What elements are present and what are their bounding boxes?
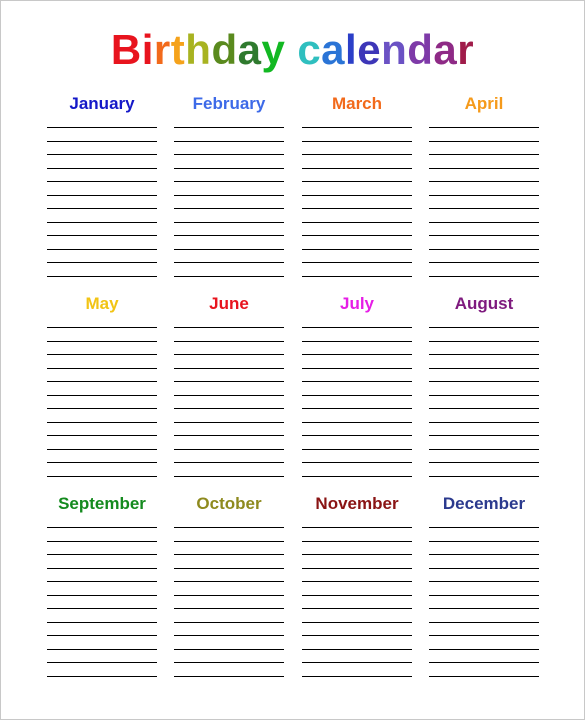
entry-line: [174, 141, 284, 142]
entry-line: [47, 127, 157, 128]
month-block-february: [174, 94, 284, 284]
entry-line: [429, 168, 539, 169]
entry-line: [47, 476, 157, 477]
month-block-january: [47, 94, 157, 284]
entry-line: [429, 327, 539, 328]
entry-line: [174, 622, 284, 623]
entry-line: [47, 608, 157, 609]
entry-line: [429, 676, 539, 677]
entry-line: [429, 141, 539, 142]
entry-line: [302, 208, 412, 209]
entry-line: [302, 395, 412, 396]
entry-line: [174, 408, 284, 409]
entry-line: [47, 527, 157, 528]
month-block-june: [174, 294, 284, 484]
entry-line: [174, 208, 284, 209]
month-label: September: [58, 494, 146, 513]
entry-line: [302, 554, 412, 555]
entry-line: [302, 127, 412, 128]
entry-line: [47, 276, 157, 277]
entry-line: [47, 341, 157, 342]
entry-line: [174, 595, 284, 596]
entry-line: [302, 622, 412, 623]
title-letter: c: [297, 26, 322, 73]
entry-line: [429, 262, 539, 263]
entry-line: [429, 422, 539, 423]
month-label: October: [196, 494, 262, 513]
entry-line: [174, 449, 284, 450]
month-grid: [1, 1, 584, 719]
entry-line: [47, 395, 157, 396]
entry-line: [302, 527, 412, 528]
entry-line: [174, 381, 284, 382]
entry-line: [302, 154, 412, 155]
entry-line: [302, 541, 412, 542]
entry-line: [302, 181, 412, 182]
entry-line: [174, 168, 284, 169]
entry-line: [429, 354, 539, 355]
entry-line: [47, 354, 157, 355]
title-letter: i: [141, 26, 154, 73]
entry-line: [302, 422, 412, 423]
entry-line: [174, 154, 284, 155]
entry-line: [47, 381, 157, 382]
entry-line: [47, 435, 157, 436]
entry-line: [429, 476, 539, 477]
entry-line: [302, 141, 412, 142]
entry-line: [429, 154, 539, 155]
month-block-july: [302, 294, 412, 484]
entry-line: [174, 649, 284, 650]
entry-line: [429, 235, 539, 236]
entry-line: [302, 327, 412, 328]
entry-line: [302, 635, 412, 636]
title-letter: B: [110, 26, 142, 73]
entry-line: [302, 595, 412, 596]
entry-line: [302, 581, 412, 582]
month-block-november: [302, 494, 412, 684]
month-block-august: [429, 294, 539, 484]
month-block-april: [429, 94, 539, 284]
month-block-december: [429, 494, 539, 684]
entry-line: [302, 408, 412, 409]
entry-line: [47, 449, 157, 450]
entry-line: [174, 662, 284, 663]
entry-line: [47, 208, 157, 209]
entry-line: [47, 422, 157, 423]
entry-line: [429, 554, 539, 555]
month-label: June: [209, 294, 249, 313]
entry-line: [47, 649, 157, 650]
entry-line: [174, 635, 284, 636]
entry-line: [174, 462, 284, 463]
entry-line: [429, 395, 539, 396]
entry-line: [429, 222, 539, 223]
month-block-march: [302, 94, 412, 284]
month-label: March: [331, 94, 383, 113]
title-letter: r: [153, 26, 171, 73]
entry-line: [429, 608, 539, 609]
month-label: April: [464, 94, 504, 113]
entry-line: [47, 622, 157, 623]
entry-line: [302, 262, 412, 263]
entry-line: [429, 435, 539, 436]
month-block-september: [47, 494, 157, 684]
entry-line: [47, 676, 157, 677]
entry-line: [429, 341, 539, 342]
entry-line: [429, 208, 539, 209]
title-letter: n: [381, 26, 408, 73]
title-letter: d: [407, 26, 434, 73]
entry-line: [174, 249, 284, 250]
entry-line: [47, 154, 157, 155]
entry-line: [429, 449, 539, 450]
entry-line: [174, 368, 284, 369]
entry-line: [302, 276, 412, 277]
entry-line: [429, 649, 539, 650]
entry-line: [429, 368, 539, 369]
entry-line: [174, 581, 284, 582]
entry-line: [174, 235, 284, 236]
month-label: August: [454, 294, 514, 313]
entry-line: [302, 662, 412, 663]
entry-line: [47, 368, 157, 369]
entry-line: [174, 354, 284, 355]
entry-line: [174, 435, 284, 436]
entry-line: [47, 262, 157, 263]
entry-line: [47, 141, 157, 142]
entry-line: [174, 341, 284, 342]
entry-line: [302, 435, 412, 436]
entry-line: [429, 541, 539, 542]
entry-line: [174, 554, 284, 555]
entry-line: [174, 541, 284, 542]
entry-line: [47, 635, 157, 636]
title-letter: a: [433, 26, 458, 73]
entry-line: [174, 262, 284, 263]
entry-line: [429, 127, 539, 128]
entry-line: [174, 327, 284, 328]
entry-line: [174, 222, 284, 223]
entry-line: [47, 408, 157, 409]
entry-line: [302, 568, 412, 569]
entry-line: [174, 568, 284, 569]
entry-line: [174, 127, 284, 128]
entry-line: [174, 527, 284, 528]
entry-line: [174, 181, 284, 182]
entry-line: [429, 568, 539, 569]
entry-line: [429, 249, 539, 250]
title-letter: y: [261, 26, 286, 73]
entry-line: [429, 622, 539, 623]
month-label: February: [192, 94, 266, 113]
entry-line: [429, 381, 539, 382]
entry-line: [47, 581, 157, 582]
entry-line: [429, 662, 539, 663]
entry-line: [302, 368, 412, 369]
entry-line: [302, 222, 412, 223]
month-block-may: [47, 294, 157, 484]
entry-line: [429, 581, 539, 582]
entry-line: [302, 341, 412, 342]
entry-line: [174, 676, 284, 677]
entry-line: [302, 249, 412, 250]
title-letter: d: [211, 26, 238, 73]
entry-line: [429, 595, 539, 596]
entry-line: [47, 595, 157, 596]
entry-line: [174, 395, 284, 396]
month-block-october: [174, 494, 284, 684]
entry-line: [429, 408, 539, 409]
entry-line: [302, 195, 412, 196]
month-label: May: [85, 294, 119, 313]
title-letter: t: [170, 26, 186, 73]
entry-line: [429, 527, 539, 528]
entry-line: [47, 568, 157, 569]
title-letter: a: [237, 26, 262, 73]
entry-line: [47, 181, 157, 182]
title-letter: h: [185, 26, 212, 73]
entry-line: [429, 181, 539, 182]
month-label: November: [315, 494, 399, 513]
entry-line: [47, 222, 157, 223]
entry-line: [47, 662, 157, 663]
entry-line: [302, 381, 412, 382]
month-label: January: [69, 94, 135, 113]
entry-line: [47, 541, 157, 542]
entry-line: [302, 649, 412, 650]
entry-line: [429, 635, 539, 636]
title-letter: a: [321, 26, 346, 73]
entry-line: [302, 676, 412, 677]
entry-line: [174, 608, 284, 609]
entry-line: [174, 276, 284, 277]
entry-line: [302, 168, 412, 169]
entry-line: [47, 235, 157, 236]
entry-line: [47, 195, 157, 196]
entry-line: [302, 235, 412, 236]
entry-line: [302, 354, 412, 355]
entry-line: [302, 608, 412, 609]
entry-line: [429, 462, 539, 463]
title-letter: l: [345, 26, 358, 73]
month-label: December: [442, 494, 526, 513]
entry-line: [47, 462, 157, 463]
entry-line: [174, 476, 284, 477]
entry-line: [302, 476, 412, 477]
entry-line: [429, 195, 539, 196]
entry-line: [174, 195, 284, 196]
entry-line: [47, 168, 157, 169]
entry-line: [47, 327, 157, 328]
entry-line: [47, 249, 157, 250]
entry-line: [47, 554, 157, 555]
month-label: July: [339, 294, 375, 313]
entry-line: [174, 422, 284, 423]
title-letter: e: [357, 26, 382, 73]
title-letter: r: [457, 26, 475, 73]
entry-line: [302, 462, 412, 463]
entry-line: [429, 276, 539, 277]
entry-line: [302, 449, 412, 450]
